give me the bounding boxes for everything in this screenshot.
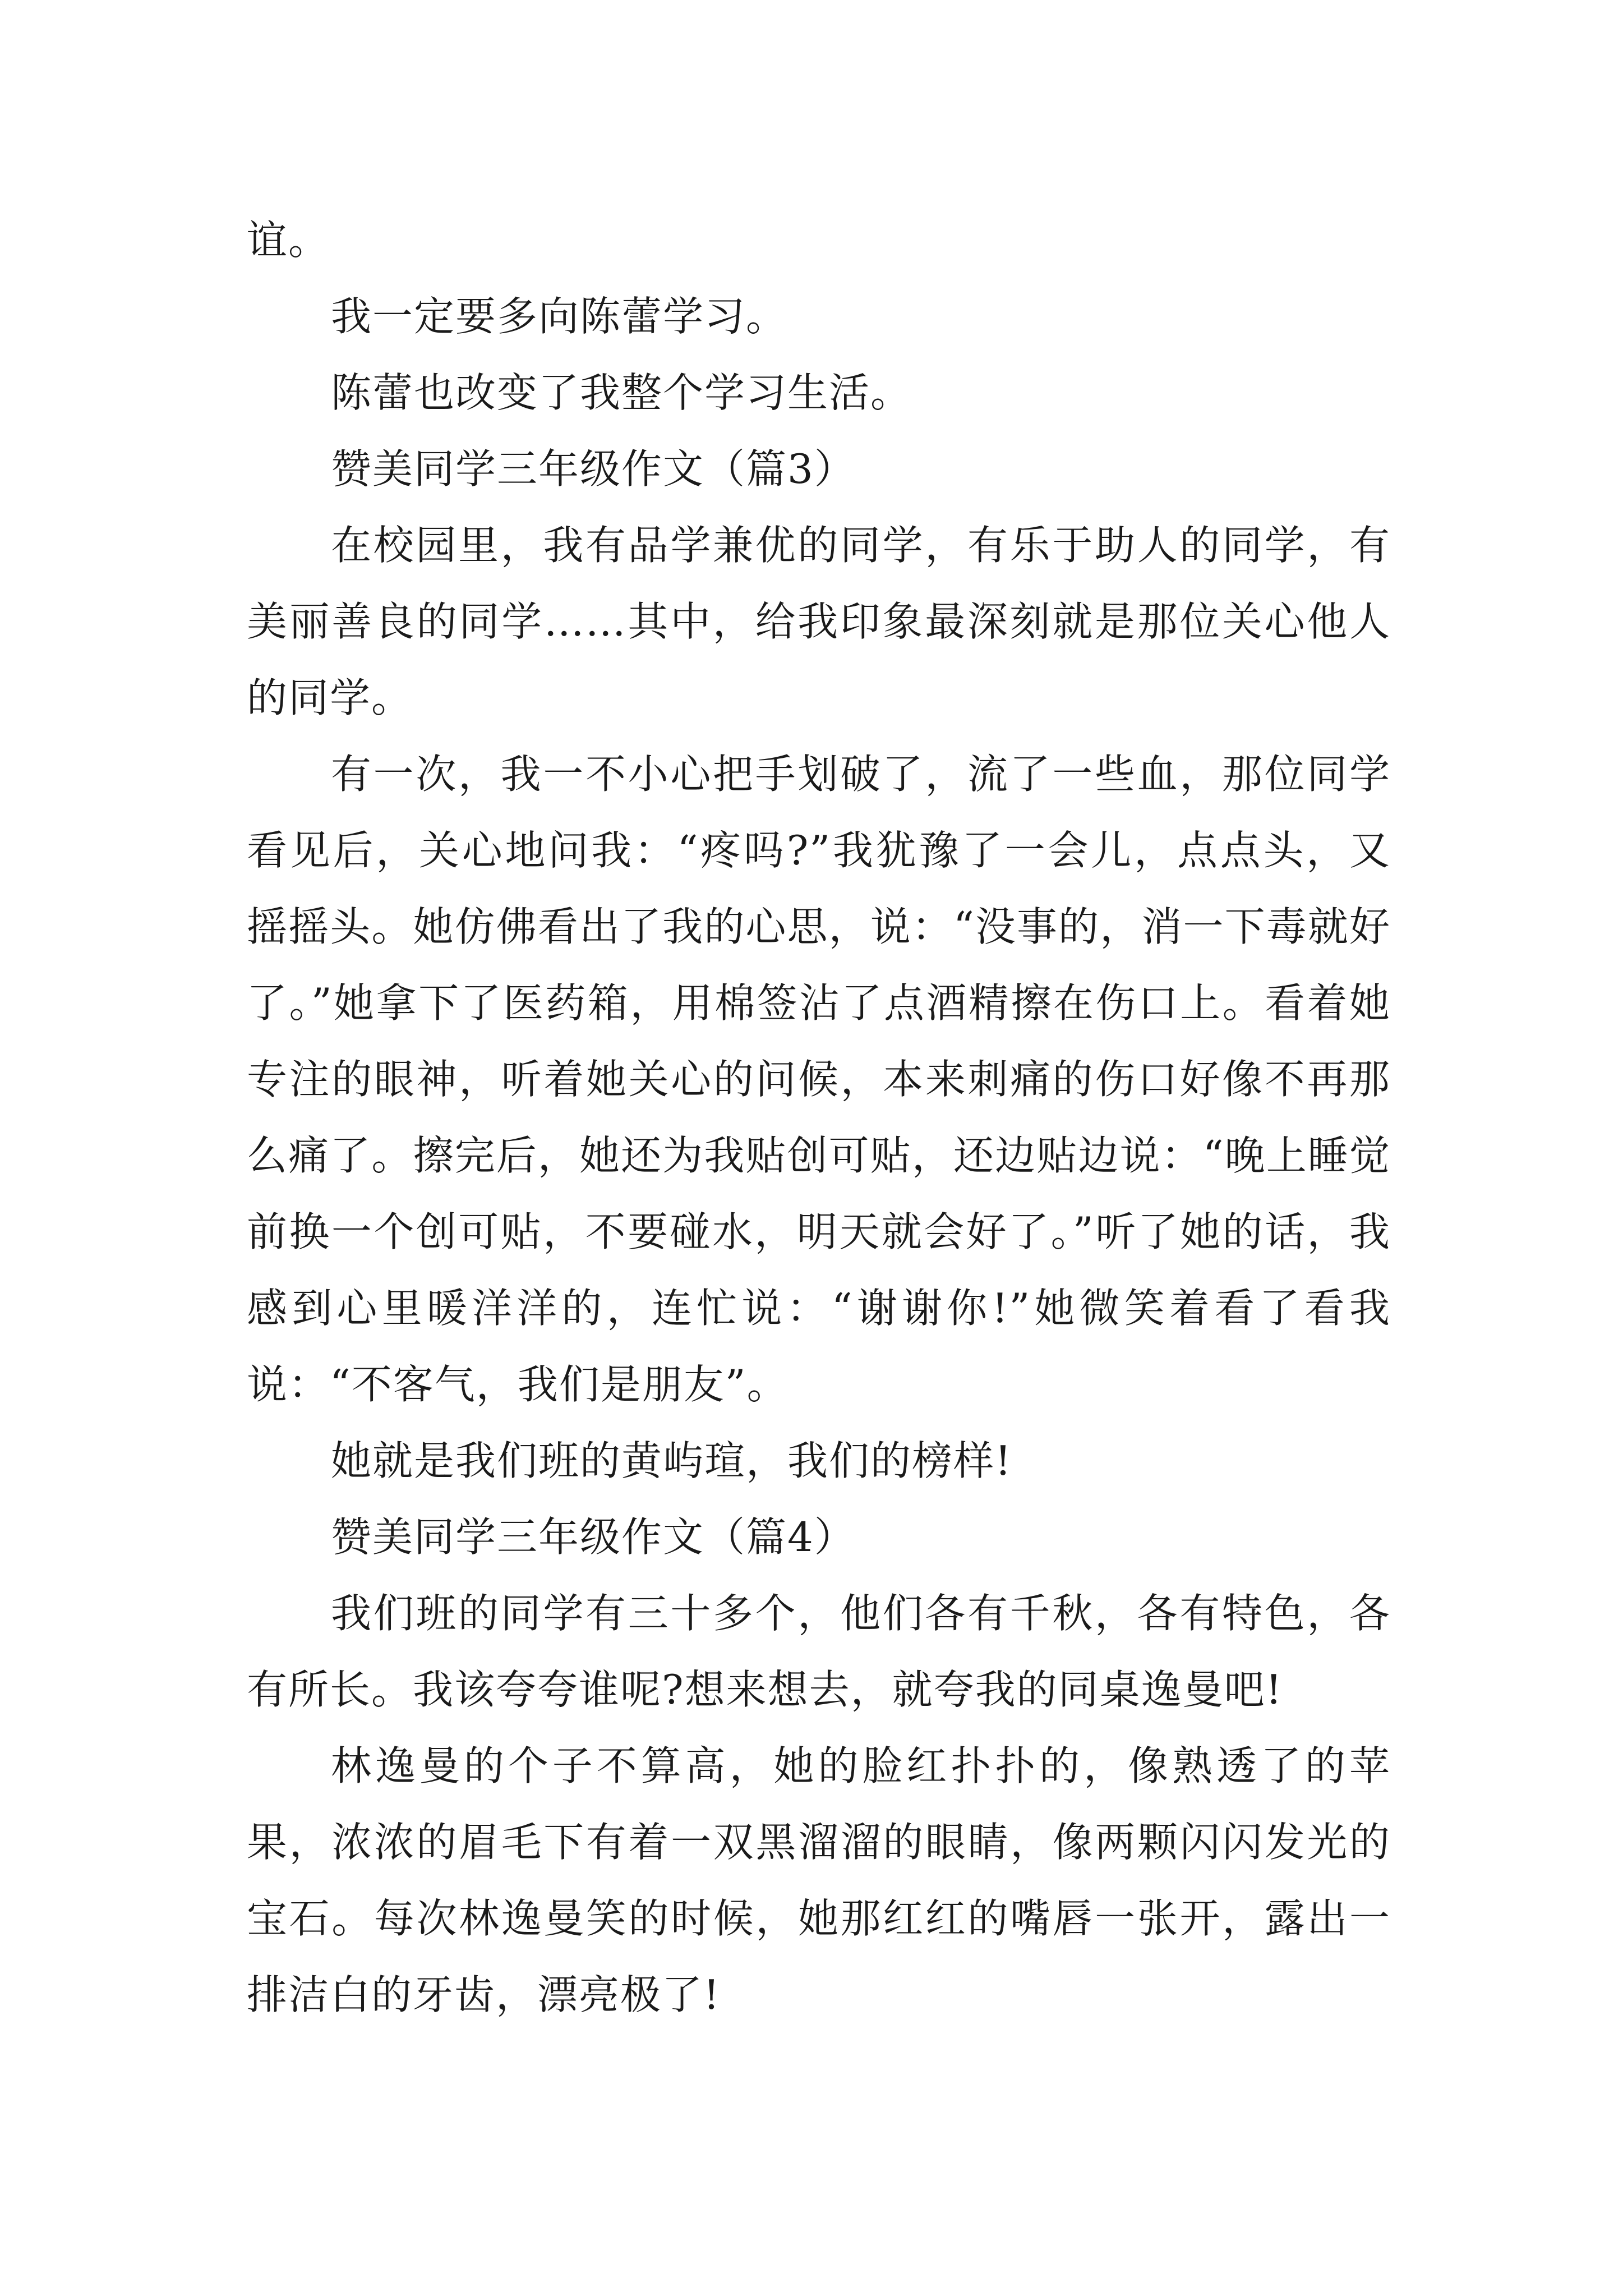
paragraph: 林逸曼的个子不算高，她的脸红扑扑的，像熟透了的苹果，浓浓的眉毛下有着一双黑溜溜的眼睛，像两颗闪闪发光的宝石。每次林逸曼笑的时候，她那红红的嘴唇一张开，露出一排洁白的牙齿，漂亮极了! bbox=[247, 1742, 1391, 2018]
paragraph: 我一定要多向陈蕾学习。 bbox=[331, 293, 788, 340]
section-heading: 赞美同学三年级作文（篇3） bbox=[331, 445, 856, 493]
paragraph-continuation: 谊。 bbox=[247, 217, 330, 264]
paragraph: 有一次，我一不小心把手划破了，流了一些血，那位同学看见后，关心地问我：“疼吗?”我犹豫了一会儿，点点头，又摇摇头。她仿佛看出了我的心思，说：“没事的，消一下毒就好了。”她拿下了医药箱，用棉签沾了点酒精擦在伤口上。看着她专注的眼神，听着她关心的问候，本来刺痛的伤口好像不再那么痛了。擦完后，她还为我贴创可贴，还边贴边说：“晚上睡觉前换一个创可贴，不要碰水，明天就会好了。”听了她的话，我感到心里暖洋洋的，连忙说：“谢谢你!”她微笑着看了看我说：“不客气，我们是朋友”。 bbox=[247, 751, 1391, 1408]
section-heading: 赞美同学三年级作文（篇4） bbox=[331, 1513, 856, 1561]
paragraph: 我们班的同学有三十多个，他们各有千秋，各有特色，各有所长。我该夸夸谁呢?想来想去，就夸我的同桌逸曼吧! bbox=[247, 1590, 1391, 1713]
paragraph: 陈蕾也改变了我整个学习生活。 bbox=[331, 369, 912, 416]
paragraph: 她就是我们班的黄屿瑄，我们的榜样! bbox=[331, 1437, 1012, 1484]
paragraph: 在校园里，我有品学兼优的同学，有乐于助人的同学，有美丽善良的同学……其中，给我印象最深刻就是那位关心他人的同学。 bbox=[247, 522, 1391, 721]
document-body bbox=[247, 202, 1391, 2033]
